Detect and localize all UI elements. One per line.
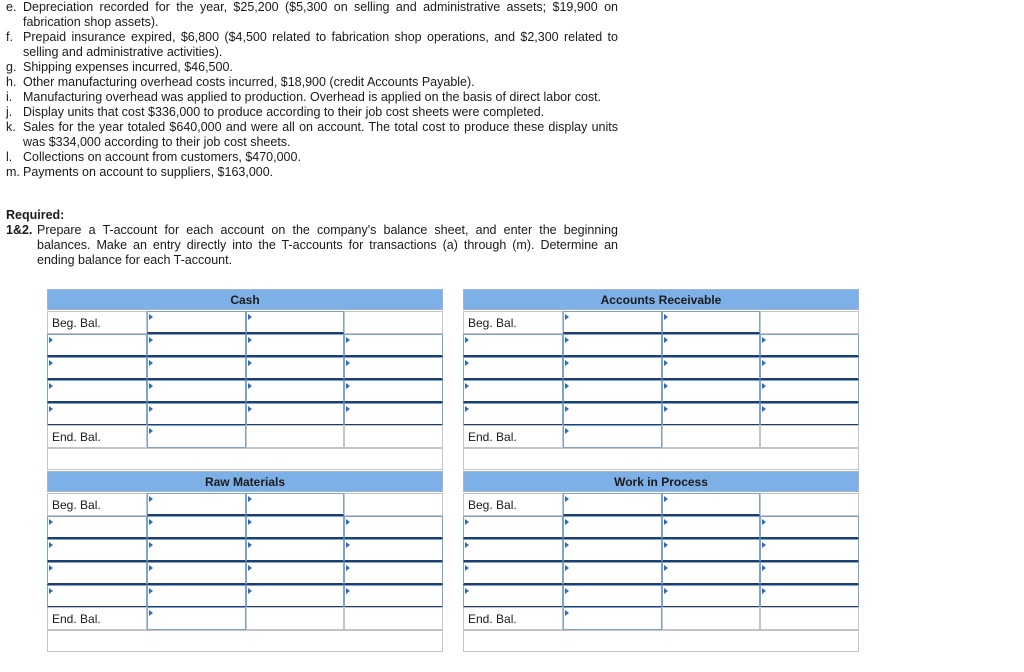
entry-row	[463, 516, 859, 539]
spacer-row	[463, 630, 859, 652]
debit-amount-input[interactable]	[563, 311, 662, 334]
t-account-title: Cash	[47, 289, 443, 310]
end-bal-row	[47, 607, 443, 630]
debit-amount-input[interactable]	[147, 380, 246, 403]
required-item	[6, 223, 618, 268]
debit-label-input[interactable]	[47, 403, 147, 426]
debit-label-input[interactable]	[47, 357, 147, 380]
credit-label-input[interactable]	[246, 539, 344, 562]
t-account-title: Work in Process	[463, 471, 859, 492]
credit-label-input[interactable]	[662, 357, 760, 380]
debit-label-input[interactable]	[47, 562, 147, 585]
credit-amount-input[interactable]	[760, 516, 859, 539]
credit-amount-input[interactable]	[344, 516, 443, 539]
end-bal-amount-input[interactable]	[147, 425, 246, 448]
entry-row	[463, 357, 859, 380]
debit-label-input[interactable]	[47, 539, 147, 562]
credit-label-input[interactable]	[246, 380, 344, 403]
credit-label-input[interactable]	[662, 311, 760, 334]
required-heading: Required:	[6, 208, 65, 222]
entry-row	[463, 585, 859, 608]
beg-bal-label: Beg. Bal.	[47, 493, 147, 516]
credit-amount-input[interactable]	[760, 585, 859, 608]
required-number: 1&2.	[6, 223, 33, 237]
spacer-row	[47, 630, 443, 652]
debit-label-input[interactable]	[463, 334, 563, 357]
beg-bal-row	[463, 311, 859, 334]
credit-amount-input[interactable]	[344, 380, 443, 403]
end-bal-label: End. Bal.	[463, 607, 563, 630]
required-text: Prepare a T-account for each account on the company's balance sheet, and enter the beginning balances. Make an entry directly into the T-accounts for transactions (a) through (m). Determine an ending balance for each T-account.	[37, 223, 618, 267]
end-bal-label: End. Bal.	[47, 607, 147, 630]
debit-label-input[interactable]	[47, 380, 147, 403]
credit-label-input[interactable]	[246, 357, 344, 380]
debit-label-input[interactable]	[463, 585, 563, 608]
credit-label-input[interactable]	[662, 539, 760, 562]
entry-row	[47, 403, 443, 426]
entry-row	[47, 516, 443, 539]
credit-amount-input[interactable]	[760, 562, 859, 585]
credit-label-input[interactable]	[246, 516, 344, 539]
credit-label-input[interactable]	[662, 334, 760, 357]
transaction-list	[6, 0, 618, 180]
transaction-f: f. Prepaid insurance expired, $6,800 ($4,500 related to fabrication shop operations, and $2,300 related to selling and administrative activities).	[6, 30, 618, 59]
debit-amount-input[interactable]	[147, 493, 246, 516]
debit-label-input[interactable]	[47, 516, 147, 539]
entry-row	[47, 539, 443, 562]
entry-row	[47, 562, 443, 585]
debit-amount-input[interactable]	[563, 562, 662, 585]
spacer-row	[47, 448, 443, 470]
credit-label-input[interactable]	[246, 334, 344, 357]
entry-row	[463, 562, 859, 585]
blank-cell	[662, 607, 760, 630]
credit-amount-input[interactable]	[760, 334, 859, 357]
credit-amount-input[interactable]	[344, 585, 443, 608]
beg-bal-label: Beg. Bal.	[463, 311, 563, 334]
credit-label-input[interactable]	[246, 403, 344, 426]
beg-bal-label: Beg. Bal.	[463, 493, 563, 516]
entry-row	[463, 403, 859, 426]
credit-label-input[interactable]	[662, 493, 760, 516]
transaction-l: l. Collections on account from customers, $470,000.	[6, 150, 301, 164]
credit-amount-input[interactable]	[760, 357, 859, 380]
blank-cell	[246, 425, 344, 448]
entry-row	[463, 539, 859, 562]
debit-amount-input[interactable]	[147, 562, 246, 585]
entry-row	[47, 380, 443, 403]
debit-label-input[interactable]	[463, 380, 563, 403]
entry-row	[463, 380, 859, 403]
credit-label-input[interactable]	[662, 516, 760, 539]
debit-label-input[interactable]	[47, 585, 147, 608]
debit-amount-input[interactable]	[147, 585, 246, 608]
credit-amount-input[interactable]	[760, 539, 859, 562]
spacer-row	[463, 448, 859, 470]
credit-amount-input[interactable]	[344, 334, 443, 357]
entry-row	[47, 585, 443, 608]
debit-amount-input[interactable]	[563, 403, 662, 426]
debit-label-input[interactable]	[463, 539, 563, 562]
end-bal-amount-input[interactable]	[147, 607, 246, 630]
debit-amount-input[interactable]	[563, 539, 662, 562]
credit-amount-input[interactable]	[760, 403, 859, 426]
credit-amount-cell	[760, 493, 859, 516]
credit-amount-input[interactable]	[344, 357, 443, 380]
beg-bal-row	[47, 311, 443, 334]
credit-label-input[interactable]	[246, 562, 344, 585]
end-bal-row	[463, 425, 859, 448]
entry-row	[47, 357, 443, 380]
end-bal-row	[47, 425, 443, 448]
blank-cell	[344, 607, 443, 630]
debit-amount-input[interactable]	[147, 311, 246, 334]
end-bal-amount-input[interactable]	[563, 425, 662, 448]
debit-label-input[interactable]	[463, 357, 563, 380]
credit-label-input[interactable]	[662, 585, 760, 608]
transaction-k: k. Sales for the year totaled $640,000 and were all on account. The total cost to produce these display units was $334,000 according to their job cost sheets.	[6, 120, 618, 149]
debit-amount-input[interactable]	[147, 357, 246, 380]
credit-label-input[interactable]	[662, 562, 760, 585]
end-bal-row	[463, 607, 859, 630]
debit-amount-input[interactable]	[563, 380, 662, 403]
blank-cell	[246, 607, 344, 630]
debit-label-input[interactable]	[47, 334, 147, 357]
t-account-title: Raw Materials	[47, 471, 443, 492]
credit-amount-cell	[344, 493, 443, 516]
debit-label-input[interactable]	[463, 562, 563, 585]
end-bal-label: End. Bal.	[463, 425, 563, 448]
transaction-h: h. Other manufacturing overhead costs incurred, $18,900 (credit Accounts Payable).	[6, 75, 475, 89]
transaction-e: e. Depreciation recorded for the year, $25,200 ($5,300 on selling and administrative assets; $19,900 on fabrication shop assets).	[6, 0, 618, 29]
credit-amount-input[interactable]	[344, 562, 443, 585]
blank-cell	[760, 425, 859, 448]
entry-row	[47, 334, 443, 357]
credit-amount-input[interactable]	[344, 539, 443, 562]
credit-label-input[interactable]	[246, 493, 344, 516]
transaction-m: m. Payments on account to suppliers, $163,000.	[6, 165, 274, 179]
debit-amount-input[interactable]	[563, 585, 662, 608]
blank-cell	[344, 425, 443, 448]
end-bal-label: End. Bal.	[47, 425, 147, 448]
credit-amount-input[interactable]	[760, 380, 859, 403]
transaction-i: i. Manufacturing overhead was applied to production. Overhead is applied on the basis of direct labor cost.	[6, 90, 602, 104]
t-account-title: Accounts Receivable	[463, 289, 859, 310]
debit-amount-input[interactable]	[563, 357, 662, 380]
debit-amount-input[interactable]	[563, 334, 662, 357]
beg-bal-row	[47, 493, 443, 516]
debit-amount-input[interactable]	[147, 516, 246, 539]
blank-cell	[760, 607, 859, 630]
credit-label-input[interactable]	[662, 403, 760, 426]
credit-amount-cell	[344, 311, 443, 334]
debit-amount-input[interactable]	[563, 516, 662, 539]
credit-amount-cell	[760, 311, 859, 334]
transaction-g: g. Shipping expenses incurred, $46,500.	[6, 60, 233, 74]
credit-label-input[interactable]	[246, 585, 344, 608]
debit-amount-input[interactable]	[147, 334, 246, 357]
debit-label-input[interactable]	[463, 403, 563, 426]
entry-row	[463, 334, 859, 357]
debit-label-input[interactable]	[463, 516, 563, 539]
credit-amount-input[interactable]	[344, 403, 443, 426]
debit-amount-input[interactable]	[563, 493, 662, 516]
beg-bal-label: Beg. Bal.	[47, 311, 147, 334]
credit-label-input[interactable]	[246, 311, 344, 334]
end-bal-amount-input[interactable]	[563, 607, 662, 630]
debit-amount-input[interactable]	[147, 539, 246, 562]
beg-bal-row	[463, 493, 859, 516]
credit-label-input[interactable]	[662, 380, 760, 403]
transaction-j: j. Display units that cost $336,000 to produce according to their job cost sheets were completed.	[6, 105, 545, 119]
blank-cell	[662, 425, 760, 448]
debit-amount-input[interactable]	[147, 403, 246, 426]
